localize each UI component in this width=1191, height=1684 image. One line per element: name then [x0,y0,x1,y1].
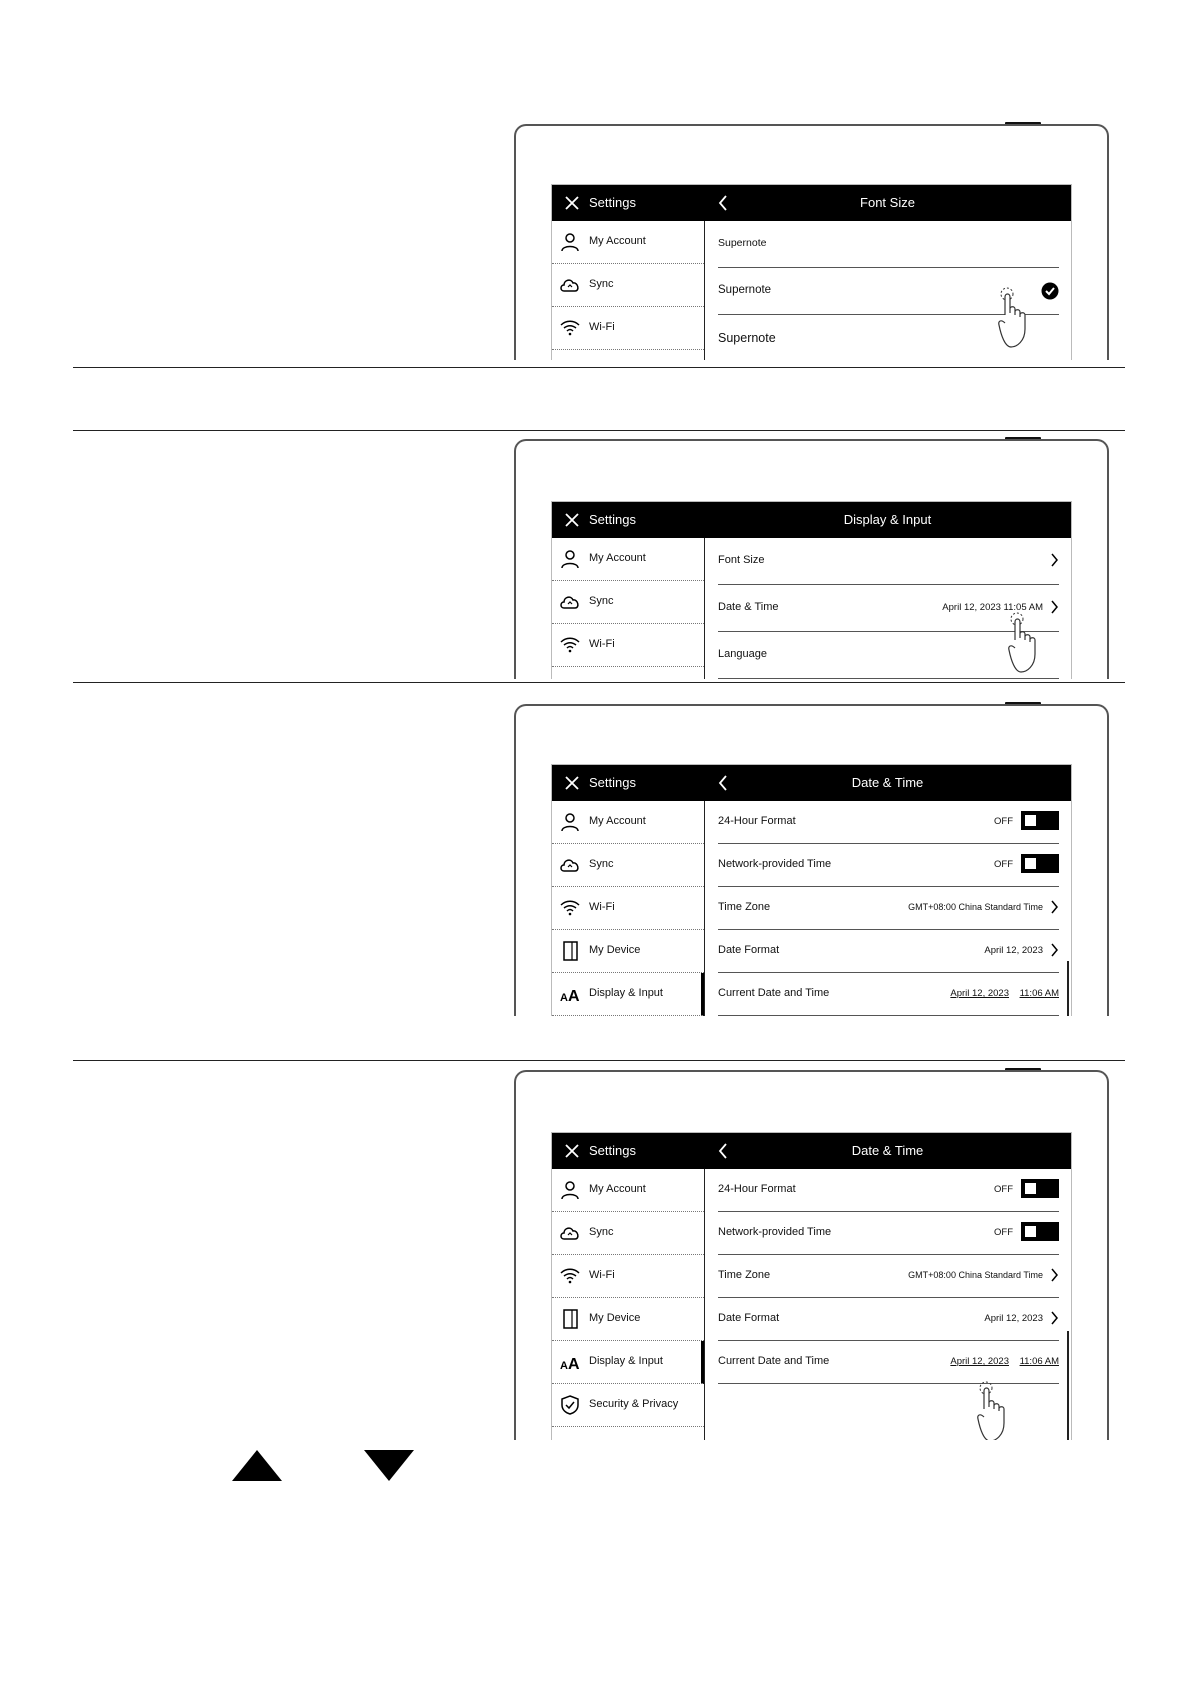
row-time-zone[interactable] [718,887,1059,930]
person-icon [559,549,581,569]
row-value: April 12, 2023 [984,1313,1043,1324]
sidebar-item-label: Sync [589,1226,614,1238]
page-title: Font Size [860,195,915,210]
date-time-list [704,801,1071,1016]
sidebar-item-label: My Account [589,815,646,827]
row-label: Date & Time [718,601,779,613]
current-date-value[interactable]: April 12, 2023 [950,1356,1009,1367]
chevron-right-icon [1050,900,1059,914]
toggle-network-time[interactable] [1021,854,1059,873]
svg-text:A: A [560,1360,568,1372]
settings-sidebar [552,1169,705,1440]
settings-title: Settings [589,195,636,210]
sidebar-item-wifi[interactable] [552,307,704,350]
current-date-value[interactable]: April 12, 2023 [950,988,1009,999]
divider-line [73,430,1125,431]
person-icon [559,812,581,832]
sidebar-item-wifi[interactable] [552,887,704,930]
row-label: 24-Hour Format [718,815,796,827]
row-label: Current Date and Time [718,1355,830,1367]
scrollbar[interactable] [1067,961,1069,1016]
close-icon[interactable] [562,773,582,793]
sidebar-item-label: Display & Input [589,1355,663,1367]
toggle-knob [1025,858,1036,869]
sidebar-item-label: My Device [589,944,641,956]
font-option-label: Supernote [718,284,772,296]
font-option-label: Supernote [718,331,776,345]
cloud-sync-icon [559,855,581,875]
font-option-label: Supernote [718,237,767,249]
wifi-icon [559,898,581,918]
row-label: Time Zone [718,1269,771,1281]
sidebar-item-my-account[interactable] [552,221,704,264]
toggle-knob [1025,1183,1036,1194]
svg-text:A: A [560,992,568,1004]
device-screen [551,764,1072,1016]
cloud-sync-icon [559,592,581,612]
top-bar [552,185,1071,221]
font-aa-icon [559,984,581,1004]
divider-line [73,682,1125,683]
scrollbar[interactable] [1067,1331,1069,1440]
row-24-hour-format[interactable] [718,801,1059,844]
top-bar [552,1133,1071,1169]
sidebar-item-sync[interactable] [552,264,704,307]
sidebar-item-wifi[interactable] [552,1255,704,1298]
sidebar-item-label: Wi-Fi [589,321,615,333]
row-label: Font Size [718,554,765,566]
svg-text:A: A [568,1356,580,1372]
row-24-hour-format[interactable] [718,1169,1059,1212]
row-label: 24-Hour Format [718,1183,796,1195]
tap-hand-icon [1007,610,1065,679]
device-icon [559,1309,581,1329]
sidebar-item-my-device[interactable] [552,1298,704,1341]
chevron-right-icon [1050,1268,1059,1282]
sidebar-item-label: Wi-Fi [589,638,615,650]
tap-hand-icon [976,1379,1034,1440]
wifi-icon [559,635,581,655]
sidebar-item-label: My Account [589,235,646,247]
row-time-zone[interactable] [718,1255,1059,1298]
tap-hand-icon [997,285,1055,357]
settings-title: Settings [589,775,636,790]
sidebar-item-security-privacy[interactable] [552,1384,704,1427]
close-icon[interactable] [562,510,582,530]
wifi-icon [559,1266,581,1286]
sidebar-item-my-device[interactable] [552,667,704,679]
sidebar-item-label: Sync [589,858,614,870]
sidebar-item-display-input[interactable] [552,1341,704,1384]
settings-title: Settings [589,512,636,527]
sidebar-item-label: Display & Input [589,987,663,999]
toggle-knob [1025,815,1036,826]
toggle-state-label: OFF [994,1184,1013,1195]
device-screen [551,184,1072,360]
person-icon [559,1180,581,1200]
svg-text:A: A [568,988,580,1004]
sidebar-item-label: Security & Privacy [589,1398,679,1410]
sidebar-item-label: Wi-Fi [589,901,615,913]
settings-title: Settings [589,1143,636,1158]
settings-sidebar [552,538,705,679]
row-current-date-time[interactable] [718,1341,1059,1384]
row-font-size[interactable] [718,538,1059,585]
sidebar-item-my-account[interactable] [552,538,704,581]
toggle-network-time[interactable] [1021,1222,1059,1241]
sidebar-item-sync[interactable] [552,844,704,887]
row-label: Network-provided Time [718,858,832,870]
sidebar-item-label: Wi-Fi [589,1269,615,1281]
row-label: Date Format [718,1312,780,1324]
chevron-right-icon [1050,553,1059,567]
sidebar-item-label: My Account [589,1183,646,1195]
row-date-format[interactable] [718,1298,1059,1341]
row-label: Current Date and Time [718,987,830,999]
row-network-time[interactable] [718,844,1059,887]
toggle-state-label: OFF [994,1227,1013,1238]
font-aa-icon [559,1352,581,1372]
top-bar [552,502,1071,538]
row-label: Network-provided Time [718,1226,832,1238]
device-frame-date-time-tap [514,1070,1109,1440]
row-value: GMT+08:00 China Standard Time [908,1270,1043,1280]
device-icon [559,941,581,961]
row-label: Language [718,648,767,660]
row-current-date-time[interactable] [718,973,1059,1016]
page-title: Display & Input [843,512,932,527]
sidebar-item-my-account[interactable] [552,1169,704,1212]
sidebar-item-label: Sync [589,595,614,607]
chevron-right-icon [1050,1311,1059,1325]
toggle-knob [1025,1226,1036,1237]
toggle-24-hour[interactable] [1021,811,1059,830]
sidebar-item-label: My Device [589,1312,641,1324]
person-icon [559,232,581,252]
row-label: Time Zone [718,901,771,913]
triangle-up-icon [232,1450,282,1481]
chevron-right-icon [1050,943,1059,957]
row-label: Date Format [718,944,780,956]
divider-line [73,367,1125,368]
sidebar-item-label: My Account [589,552,646,564]
sidebar-item-label: Sync [589,278,614,290]
top-bar [552,765,1071,801]
row-date-format[interactable] [718,930,1059,973]
close-icon[interactable] [562,193,582,213]
divider-line [73,1060,1125,1061]
device-screen [551,501,1072,679]
page-title: Date & Time [851,775,924,790]
shield-icon [559,1395,581,1415]
page-title: Date & Time [851,1143,924,1158]
cloud-sync-icon [559,275,581,295]
toggle-24-hour[interactable] [1021,1179,1059,1198]
close-icon[interactable] [562,1141,582,1161]
row-value: April 12, 2023 11:05 AM [942,602,1043,613]
row-value: GMT+08:00 China Standard Time [908,902,1043,912]
device-frame-display-input [514,439,1109,679]
sidebar-item-sync[interactable] [552,581,704,624]
row-value: April 12, 2023 [984,945,1043,956]
device-screen [551,1132,1072,1440]
wifi-icon [559,318,581,338]
sidebar-item-my-device[interactable] [552,930,704,973]
settings-sidebar [552,801,705,1016]
settings-sidebar [552,221,705,360]
current-time-value[interactable]: 11:06 AM [1019,988,1059,999]
row-network-time[interactable] [718,1212,1059,1255]
toggle-state-label: OFF [994,859,1013,870]
device-frame-date-time [514,704,1109,1016]
font-option-small[interactable] [718,221,1059,268]
device-frame-font-size [514,124,1109,360]
toggle-state-label: OFF [994,816,1013,827]
sidebar-item-wifi[interactable] [552,624,704,667]
cloud-sync-icon [559,1223,581,1243]
sidebar-item-my-account[interactable] [552,801,704,844]
sidebar-item-my-device[interactable] [552,350,704,360]
triangle-down-icon [364,1450,414,1481]
sidebar-item-sync[interactable] [552,1212,704,1255]
current-time-value[interactable]: 11:06 AM [1019,1356,1059,1367]
sidebar-item-display-input[interactable] [552,973,704,1016]
